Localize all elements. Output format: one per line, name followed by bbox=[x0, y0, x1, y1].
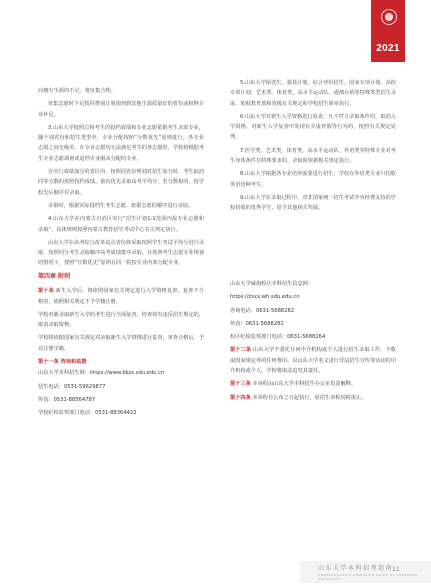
article-11-heading bbox=[38, 357, 204, 367]
right-paragraph: 8.山东大学根据各专业培养需要进行招生，学校在外语类专业只招收英语语种考生。 bbox=[230, 171, 396, 188]
contact-line: 咨询电话：0631-5688282 bbox=[230, 307, 295, 314]
article-label: 第十四条 bbox=[230, 394, 251, 401]
left-paragraph: 录取时，根据实际投档生考生志愿，依据志愿的顺序进行录取。 bbox=[48, 202, 194, 209]
article-text: 本章程由山东大学本科招生办公室负责解释。 bbox=[252, 381, 357, 388]
article-13 bbox=[230, 379, 396, 389]
article-12 bbox=[230, 345, 396, 376]
badge-year: 2021 bbox=[376, 43, 400, 54]
article-text: 新生入学后，将依照国家有关规定进行入学资格复查，复查不合格者，依照相关规定不予学籍注册。 bbox=[38, 288, 204, 305]
contact-line: 学校纪检监察部门电话：0531-88364422 bbox=[38, 410, 137, 417]
chapter-four-right bbox=[230, 279, 396, 406]
page-number: 11 bbox=[392, 566, 400, 573]
right-paragraph: 9.山东大学在录取过程中，对非国家统一招生考试中央经费支持的学校招收的优秀学生，给予其他相关奖励。 bbox=[230, 194, 396, 212]
article-10-p2: 学校对新录取新生入学的考生进行全面复查，经查如有违反招生规定的，取消录取资格。 bbox=[38, 311, 205, 329]
contact-line: 传真：0531-88564787 bbox=[38, 396, 96, 403]
left-paragraph: 4.山东大学在内蒙古自治区实行“招生计划1:1范围内报专业志愿和录取”，具体规则按照内蒙古教育招生考试中心有关规定执行。 bbox=[38, 216, 204, 233]
article-label: 第十三条 bbox=[230, 381, 251, 388]
footer-title: 山东大学本科招考指南 bbox=[318, 565, 394, 572]
left-paragraph: 山东大学在高考综合改革试点省份将采取按照学生考试平均分进行录取，按照同分考生录取顺序高考成绩排序录取。在按照考生志愿专业规划的情况下，按照“分数优先”原则在同一院校专业内部分配专业。 bbox=[38, 239, 205, 267]
left-paragraph: 征集志愿时不足按同类别计划调剂到其他生源质量好的省份或相继专业补足。 bbox=[38, 101, 204, 118]
contact-line: 山东大学威海校区本科招生信息网： bbox=[230, 281, 314, 287]
contact-line: 招生电话：0531-59629877 bbox=[38, 383, 106, 390]
article-14 bbox=[230, 393, 396, 403]
article-10 bbox=[38, 286, 204, 307]
year-badge bbox=[371, 0, 405, 62]
left-paragraph: 在实行成绩加分的省区内，按照同省份规划对招生加分时，考生取消同等分数的按照投档成绩，依次优先录取高考平均分，若分数相同，按学校先后顺序对录取。 bbox=[38, 169, 205, 196]
university-seal-icon bbox=[381, 9, 397, 25]
contact-line: 传真：0631-5688282 bbox=[230, 320, 284, 327]
chapter-four-left bbox=[38, 272, 204, 422]
article-text: 本章程自公布之日起执行，原招生章程同时废止。 bbox=[252, 394, 367, 401]
article-label: 第十一条 bbox=[38, 359, 59, 366]
article-text: 山东大学不委托任何中介机构或个人进行招生录取工作，不收取国家规定外的任何费用。以山东大学名义进行非法招生宣传等活动的中介机构或个人，学校将依法追究其责任。 bbox=[230, 347, 397, 375]
left-column bbox=[38, 86, 204, 272]
contact-line: https://zsxx.wh.sdu.edu.cn bbox=[230, 294, 300, 301]
article-label: 第十条 bbox=[38, 288, 54, 295]
right-paragraph: 7.医学类、艺术类、体育类、高水平运动队、外语类等特殊专业对考生身体条件有特殊要求的，录取时依据相关规定执行。 bbox=[230, 147, 396, 165]
article-10-p3: 学校将依据国家有关规定对录取新生入学资格进行复查，审查合格后，予以注册学籍。 bbox=[38, 335, 205, 352]
chapter-title: 第四章 附则 bbox=[38, 273, 71, 280]
contact-line: 校区纪检监察部门电话：0631-5688264 bbox=[230, 334, 326, 341]
right-paragraph: 6.山东大学对新生入学资格进行复查，凡不符合录取条件的，取消入学资格。对新生入学复查中发现有弄虚作假等行为的，按照有关规定处理。 bbox=[230, 113, 396, 141]
footer-subtitle: UNDERGRADUATE ADMISSION GUIDE OF SHANDONG UNIVERSITY bbox=[318, 573, 418, 581]
right-paragraph: 5.山东大学保送生、强基计划、综合评价招生、国家专项计划、高校专项计划、艺术类、体育类、高水平运动队、港澳台侨等特殊类型招生录取，依据教育部和省级有关规定和学校招生简章执行。 bbox=[230, 80, 397, 107]
article-title: 咨询和监督 bbox=[60, 359, 87, 366]
left-paragraph: 3.山东大学按照总将考生的投档成绩和专业志愿依据考生录取专业，随个别省份和招生类型外，专业分配按照“分数优先”原则进行，各专业志愿之间无级差。在专业志愿均无法满足考生的各志愿时，学校将根据考生专业志愿调剂或退档专业服从分配的专业。 bbox=[38, 124, 205, 162]
contact-line: 山东大学本科招生网：https://www.bkzs.sdu.edu.cn bbox=[38, 370, 165, 377]
left-paragraph: 向拥有生源的不足、将征集合理。 bbox=[38, 88, 116, 94]
right-column bbox=[230, 78, 396, 217]
article-label: 第十二条 bbox=[230, 347, 252, 354]
